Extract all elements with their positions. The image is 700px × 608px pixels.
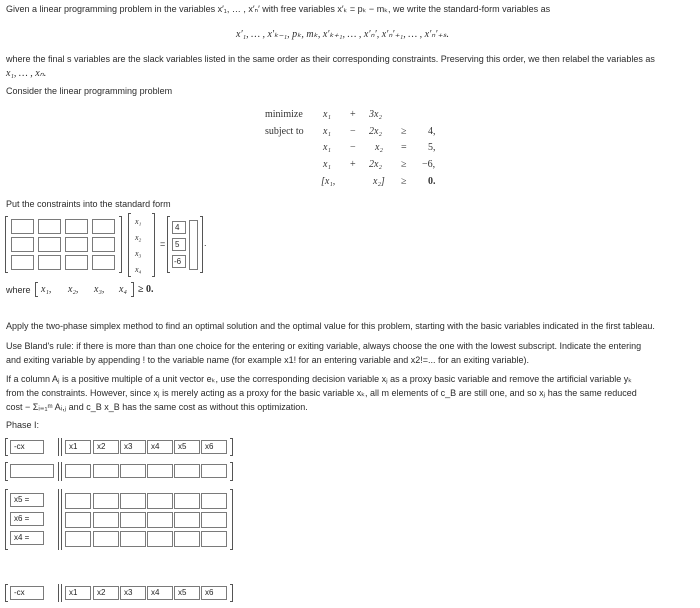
tableau-cell-input[interactable] — [120, 531, 146, 547]
phase-label: Phase I: — [6, 420, 40, 430]
rhs-input-1[interactable]: 4 — [172, 221, 186, 234]
lp-operator: − — [350, 142, 356, 153]
lp-term: x₁ — [323, 142, 331, 153]
lp-operator: − — [350, 126, 356, 137]
tableau-bracket — [5, 462, 8, 481]
lp-subject-to-label: subject to — [265, 126, 304, 137]
tableau-divider — [58, 489, 59, 550]
tableau-cell-input[interactable] — [120, 493, 146, 509]
lp-term: 3x₂ — [369, 109, 382, 120]
reduced-cost-x6-input[interactable] — [201, 464, 227, 478]
where-var: x₁, — [41, 284, 52, 295]
equals-sign: = — [160, 239, 166, 249]
where-right-bracket — [131, 282, 134, 297]
tableau-cell-input[interactable] — [174, 531, 200, 547]
tableau-cell-input[interactable] — [201, 531, 227, 547]
instruction-proxy-2: from the constraints. However, since xⱼ is merely acting as a proxy for the basic variable xₖ, all m elements of c_B are still one, and so xⱼ has the same reduced — [6, 388, 637, 398]
reduced-cost-x5-input[interactable] — [174, 464, 200, 478]
lp-operator: + — [350, 159, 356, 170]
tableau-header-x1: x1 — [65, 440, 91, 454]
reduced-cost-x4-input[interactable] — [147, 464, 173, 478]
tableau-header-x4: x4 — [147, 440, 173, 454]
tableau-cell-input[interactable] — [201, 512, 227, 528]
lp-term: x₂] — [373, 176, 385, 187]
lp-rhs: 0. — [428, 176, 436, 187]
vector-left-bracket — [128, 213, 131, 277]
tableau-corner-cx: -cx — [10, 440, 44, 454]
tableau-cell-input[interactable] — [93, 531, 119, 547]
lp-rhs: −6, — [422, 159, 436, 170]
basis-row-1-input[interactable]: x5 = — [10, 493, 44, 507]
matrix-a11-input[interactable] — [11, 219, 34, 234]
rhs-right-bracket — [200, 216, 203, 273]
intro-relabel-vars: x₁, … , xₙ. — [6, 68, 47, 79]
lp-term: 2x₂ — [369, 159, 382, 170]
basis-row-3-input[interactable]: x4 = — [10, 531, 44, 545]
lp-rhs: 4, — [428, 126, 436, 137]
rhs-left-bracket — [167, 216, 170, 273]
tableau-divider — [58, 462, 59, 481]
lp-relation: ≥ — [401, 159, 407, 170]
tableau-cell-input[interactable] — [65, 512, 91, 528]
lp-term: x₁ — [323, 159, 331, 170]
tableau-divider — [61, 462, 62, 481]
tableau-cell-input[interactable] — [201, 493, 227, 509]
lp-relation: = — [401, 142, 407, 153]
lp-minimize-label: minimize — [265, 109, 303, 120]
matrix-right-bracket — [119, 216, 122, 273]
vector-var: x₁ — [135, 217, 142, 226]
tableau-header-x3: x3 — [120, 586, 146, 600]
tableau-cell-input[interactable] — [93, 493, 119, 509]
cost-value-input[interactable] — [10, 464, 54, 478]
tableau-divider — [58, 438, 59, 456]
tableau-bracket — [230, 489, 233, 550]
reduced-cost-x1-input[interactable] — [65, 464, 91, 478]
basis-row-2-input[interactable]: x6 = — [10, 512, 44, 526]
tableau-header-x5: x5 — [174, 440, 200, 454]
lp-term: 2x₂ — [369, 126, 382, 137]
matrix-left-bracket — [5, 216, 8, 273]
tableau-cell-input[interactable] — [147, 512, 173, 528]
lp-operator: + — [350, 109, 356, 120]
reduced-cost-x2-input[interactable] — [93, 464, 119, 478]
rhs-input-3[interactable]: -6 — [172, 255, 186, 268]
tableau-header-x2: x2 — [93, 440, 119, 454]
tableau-header-x1: x1 — [65, 586, 91, 600]
where-var: x₄ — [119, 284, 127, 295]
matrix-a31-input[interactable] — [11, 255, 34, 270]
tableau-corner-cx: -cx — [10, 586, 44, 600]
reduced-cost-x3-input[interactable] — [120, 464, 146, 478]
instruction-proxy-3: cost − Σᵢ₌₁ᵐ Aᵢ,ⱼ and c_B x_B has the same cost as without this optimization. — [6, 402, 308, 412]
lp-term: [x₁, — [321, 176, 336, 187]
tableau-bracket — [230, 438, 233, 456]
tableau-bracket — [230, 584, 233, 602]
lp-relation: ≥ — [401, 126, 407, 137]
tableau-divider — [61, 438, 62, 456]
intro-line-2: where the final s variables are the slack variables listed in the same order as their corresponding constraints. Preserving this order, we then relabel the variables as — [6, 54, 655, 64]
tableau-header-x6: x6 — [201, 586, 227, 600]
rhs-outer-box — [189, 220, 198, 270]
where-left-bracket — [35, 282, 38, 297]
instruction-bland-2: and exiting variable by appending ! to the variable name (for example x1! for an entering variable and x2!=... for an exiting variable). — [6, 355, 530, 365]
lp-term: x₁ — [323, 126, 331, 137]
intro-line-1: Given a linear programming problem in the variables x′₁, … , x′ₙ′ with free variables x′ₖ = pₖ − mₖ, we write the standard-form variables as — [6, 4, 551, 14]
lp-relation: ≥ — [401, 176, 407, 187]
where-var: x₂, — [68, 284, 79, 295]
intro-line-4: Consider the linear programming problem — [6, 86, 173, 96]
tableau-bracket — [5, 438, 8, 456]
matrix-trailing-dot: . — [204, 238, 207, 248]
matrix-a24-input[interactable] — [92, 237, 115, 252]
tableau-header-x3: x3 — [120, 440, 146, 454]
tableau-bracket — [230, 462, 233, 481]
matrix-a33-input[interactable] — [65, 255, 88, 270]
tableau-bracket — [5, 584, 8, 602]
tableau-cell-input[interactable] — [65, 493, 91, 509]
tableau-header-x6: x6 — [201, 440, 227, 454]
tableau-cell-input[interactable] — [147, 531, 173, 547]
instruction-proxy-1: If a column Aⱼ is a positive multiple of a unit vector eₖ, use the corresponding decision variable xⱼ as a proxy basic variable and remove the artificial variable yₖ — [6, 374, 633, 384]
tableau-header-x5: x5 — [174, 586, 200, 600]
matrix-a13-input[interactable] — [65, 219, 88, 234]
standard-form-variables-formula: x′₁, … , x′ₖ₋₁, pₖ, mₖ, x′ₖ₊₁, … , x′ₙ′, x′ₙ′₊₁, … , x′ₙ′₊ₛ. — [236, 29, 449, 40]
vector-var: x₄ — [135, 265, 142, 274]
lp-term: x₂ — [375, 142, 383, 153]
matrix-a32-input[interactable] — [38, 255, 61, 270]
tableau-cell-input[interactable] — [174, 493, 200, 509]
tableau-bracket — [5, 489, 8, 550]
lp-rhs: 5, — [428, 142, 436, 153]
tableau-cell-input[interactable] — [93, 512, 119, 528]
tableau-cell-input[interactable] — [174, 512, 200, 528]
lp-term: x₁ — [323, 109, 331, 120]
tableau-cell-input[interactable] — [120, 512, 146, 528]
matrix-a12-input[interactable] — [38, 219, 61, 234]
vector-var: x₃ — [135, 249, 142, 258]
matrix-a23-input[interactable] — [65, 237, 88, 252]
where-var: x₃, — [94, 284, 105, 295]
matrix-a22-input[interactable] — [38, 237, 61, 252]
matrix-a34-input[interactable] — [92, 255, 115, 270]
tableau-cell-input[interactable] — [65, 531, 91, 547]
matrix-a14-input[interactable] — [92, 219, 115, 234]
rhs-input-2[interactable]: 5 — [172, 238, 186, 251]
tableau-divider — [58, 584, 59, 602]
tableau-header-x4: x4 — [147, 586, 173, 600]
vector-right-bracket — [152, 213, 155, 277]
tableau-divider — [61, 584, 62, 602]
instruction-two-phase: Apply the two-phase simplex method to find an optimal solution and the optimal value for this problem, starting with the basic variables indicated in the first tableau. — [6, 321, 655, 331]
tableau-divider — [61, 489, 62, 550]
matrix-a21-input[interactable] — [11, 237, 34, 252]
instruction-bland-1: Use Bland's rule: if there is more than than one choice for the entering or exiting variable, always choose the one with the lowest subscript. Indicate the entering — [6, 341, 642, 351]
where-label: where — [6, 285, 31, 295]
vector-var: x₂ — [135, 233, 142, 242]
tableau-cell-input[interactable] — [147, 493, 173, 509]
tableau-header-x2: x2 — [93, 586, 119, 600]
standard-form-prompt: Put the constraints into the standard form — [6, 199, 171, 209]
where-tail: ≥ 0. — [138, 284, 154, 295]
